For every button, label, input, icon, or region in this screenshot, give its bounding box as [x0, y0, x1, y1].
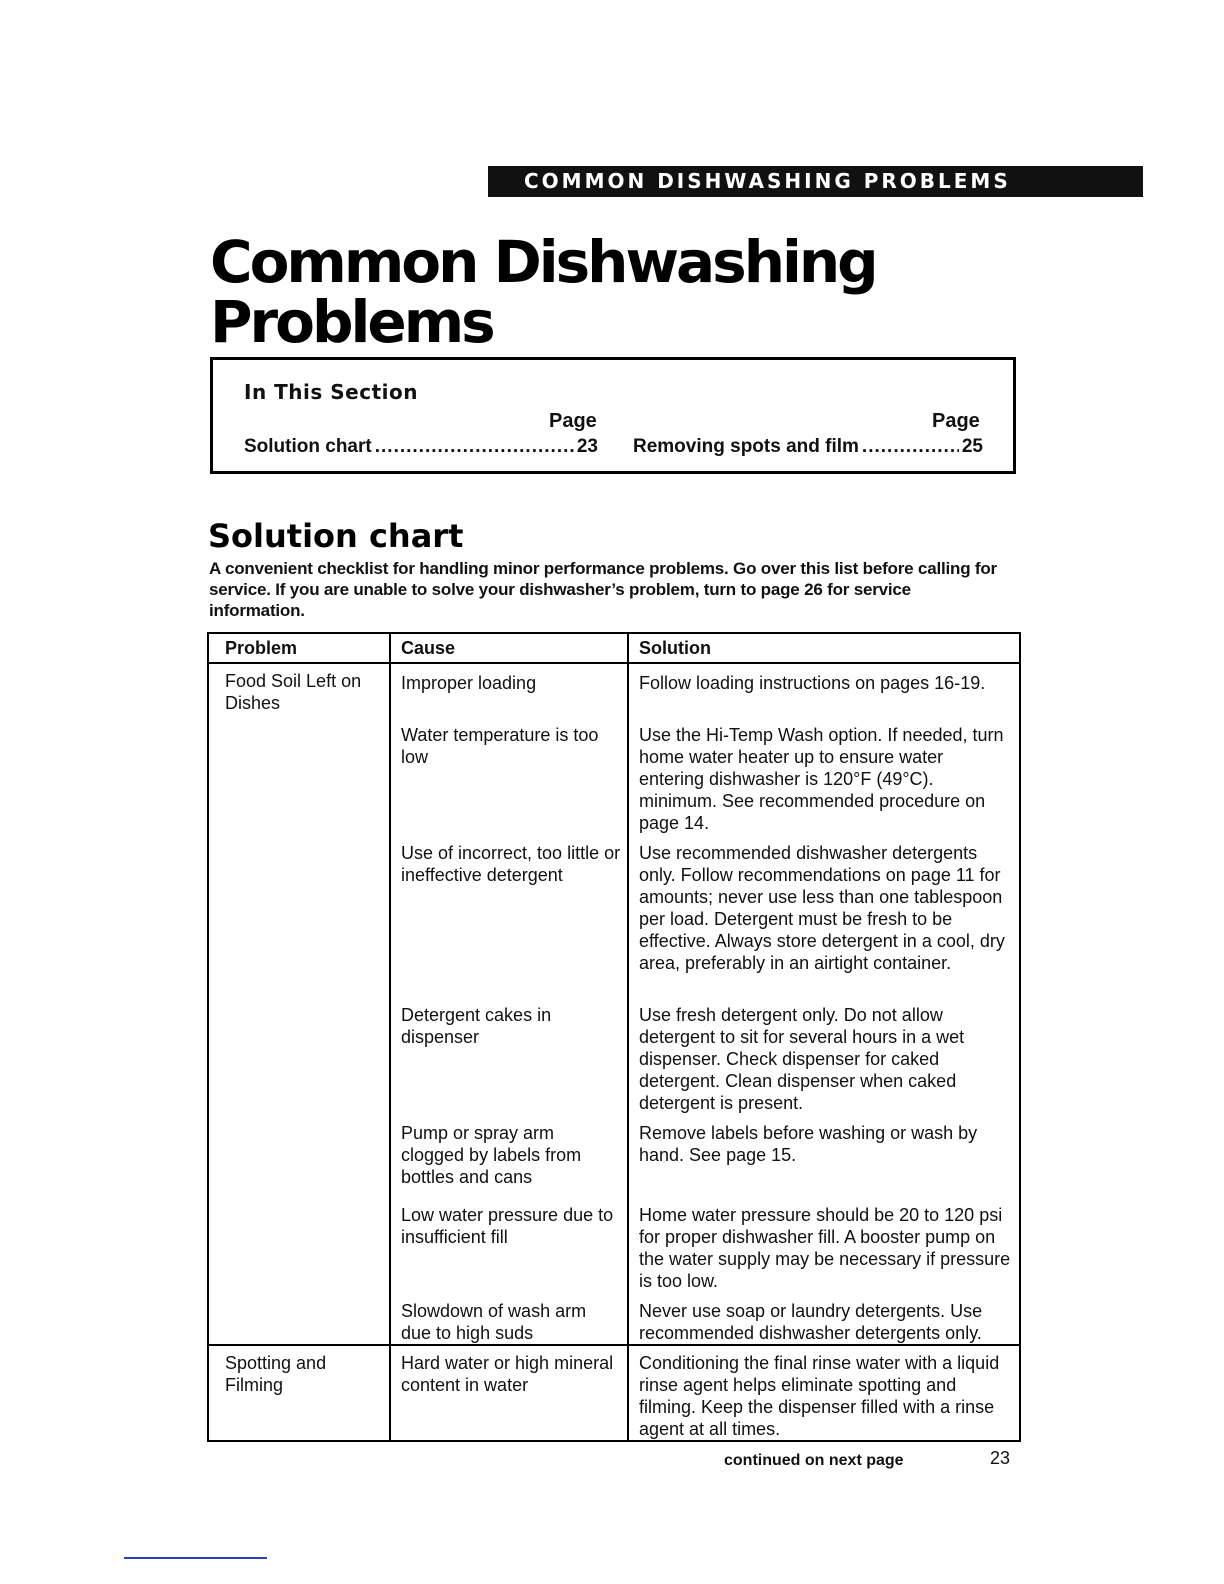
problem-cell: Food Soil Left on Dishes: [208, 663, 390, 1345]
solution-text: Use recommended dishwasher detergents only. Follow recommendations on page 11 for amounts; never use less than one tablespoon per load. Detergent must be fresh to be effective. Always store detergent in a cool, dry area, preferably in an airtight container.: [639, 843, 1005, 973]
toc-entry-removing-spots[interactable]: [633, 436, 983, 458]
toc-entry-page: 23: [576, 436, 598, 457]
cause-text: Water temperature is too low: [401, 725, 599, 767]
cause-text: Use of incorrect, too little or ineffective detergent: [401, 843, 621, 885]
solution-text: Follow loading instructions on pages 16-19.: [639, 673, 986, 693]
cause-text: Detergent cakes in dispenser: [401, 1005, 552, 1047]
cause-text: Improper loading: [401, 673, 537, 693]
cause-cell: [390, 663, 628, 1345]
page-title: [210, 228, 876, 356]
section-banner: COMMON DISHWASHING PROBLEMS: [488, 166, 1143, 197]
cause-text: Slowdown of wash arm due to high suds: [401, 1301, 587, 1343]
solution-text: Home water pressure should be 20 to 120 psi for proper dishwasher fill. A booster pump on the water supply may be necessary if pressure is too low.: [639, 1205, 1011, 1291]
solution-text: Never use soap or laundry detergents. Use recommended dishwasher detergents only.: [639, 1301, 983, 1343]
solution-cell: [628, 1345, 1020, 1441]
solution-chart-table: [207, 632, 1021, 1442]
toc-heading: In This Section: [244, 380, 418, 404]
table-row: [208, 663, 1020, 1345]
solution-text: Use the Hi-Temp Wash option. If needed, turn home water heater up to ensure water entering dishwasher is 120°F (49°C). minimum. See recommended procedure on page 14.: [639, 725, 1004, 833]
problem-cell: Spotting and Filming: [208, 1345, 390, 1441]
solution-text: Conditioning the final rinse water with a liquid rinse agent helps eliminate spotting and filming. Keep the dispenser filled with a rinse agent at all times.: [639, 1353, 1000, 1439]
cause-text: Hard water or high mineral content in water: [401, 1353, 614, 1395]
page-title-line2: Problems: [210, 288, 493, 356]
toc-entry-page: 25: [961, 436, 983, 457]
table-row: [208, 1345, 1020, 1441]
section-intro: A convenient checklist for handling minor performance problems. Go over this list before calling for service. If you are unable to solve your dishwasher’s problem, turn to page 26 for service information.: [209, 559, 997, 620]
toc-leader-dots: [375, 436, 574, 458]
toc-page-label-right: Page: [932, 410, 980, 432]
column-header-solution: Solution: [628, 633, 1020, 663]
solution-text: Remove labels before washing or wash by hand. See page 15.: [639, 1123, 978, 1165]
column-header-cause: Cause: [390, 633, 628, 663]
cause-cell: [390, 1345, 628, 1441]
continued-note: continued on next page: [724, 1452, 904, 1469]
column-header-problem: Problem: [208, 633, 390, 663]
in-this-section-box: [210, 357, 1016, 474]
toc-leader-dots: [862, 436, 959, 458]
toc-entry-label: Solution chart: [244, 436, 372, 457]
toc-entry-label: Removing spots and film: [633, 436, 859, 457]
table-header-row: [208, 633, 1020, 663]
cause-text: Pump or spray arm clogged by labels from bottles and cans: [401, 1123, 582, 1187]
footer-rule: [124, 1557, 267, 1559]
solution-text: Use fresh detergent only. Do not allow detergent to sit for several hours in a wet dispenser. Check dispenser for caked detergent. Clean dispenser when caked detergent is present.: [639, 1005, 965, 1113]
page-number: 23: [990, 1448, 1011, 1468]
toc-page-label-left: Page: [549, 410, 597, 432]
toc-entry-solution-chart[interactable]: [244, 436, 598, 458]
section-title: Solution chart: [208, 517, 464, 555]
cause-text: Low water pressure due to insufficient fill: [401, 1205, 614, 1247]
solution-cell: [628, 663, 1020, 1345]
page-title-line1: Common Dishwashing: [210, 228, 876, 296]
